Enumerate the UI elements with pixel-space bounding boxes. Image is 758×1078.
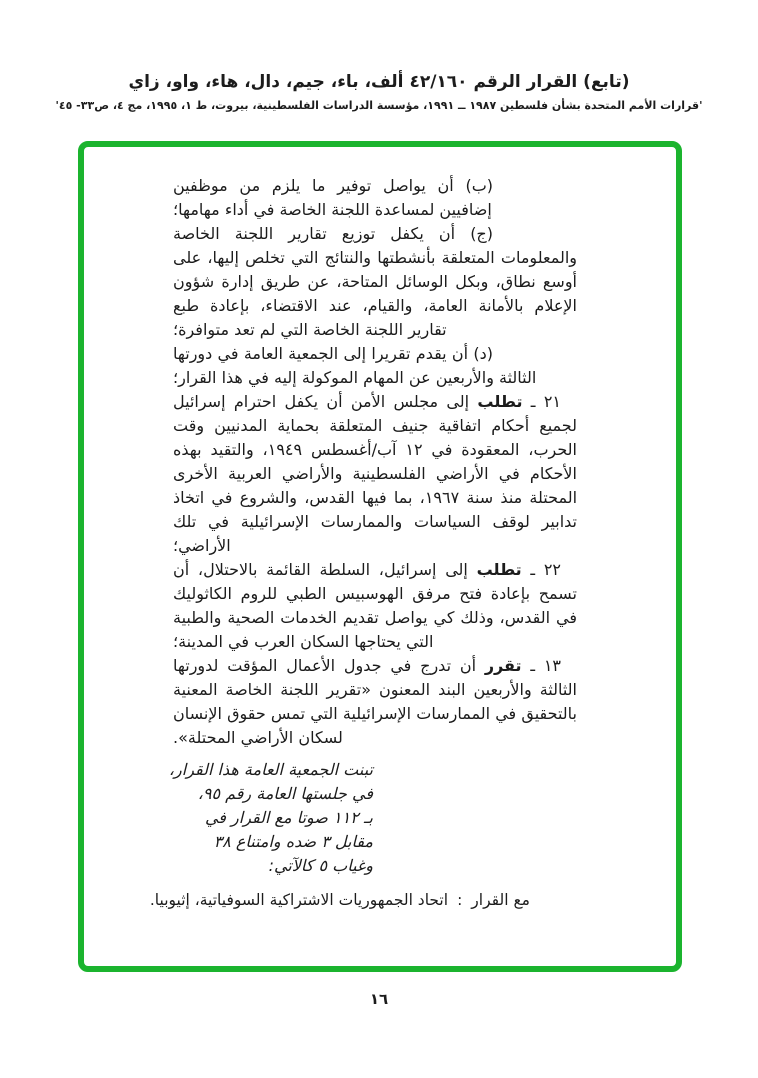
- paragraph: [173, 654, 577, 750]
- adoption-line: مقابل ٣ ضده وامتناع ٣٨: [213, 832, 373, 851]
- paragraph-text: ٢٢ ـ: [521, 560, 561, 579]
- vote-separator: :: [457, 891, 463, 909]
- paragraph-text: أن تدرج في جدول الأعمال المؤقت لدورتها الثالثة والأربعين البند المعنون «تقرير اللجنة الخاصة المعنية بالتحقيق في الممارسات الإسرائيلية التي تمس حقوق الإنسان لسكان الأراضي المحتلة».: [173, 656, 577, 747]
- operative-verb: تطلب: [476, 560, 522, 579]
- adoption-block: [168, 758, 373, 878]
- paragraph-text: إلى مجلس الأمن أن يكفل احترام إسرائيل لجميع أحكام اتفاقية جنيف المتعلقة بحماية المدنيين وقت الحرب، المعقودة في ١٢ آب/أغسطس ١٩٤٩، والتقيد بهذه الأحكام في الأراضي الفلسطينية والأراضي العربية الأخرى المحتلة منذ سنة ١٩٦٧، بما فيها القدس، والشروع في اتخاذ تدابير لوقف السياسات والممارسات الإسرائيلية في تلك الأراضي؛: [173, 392, 578, 555]
- paragraph: [173, 390, 577, 558]
- body-text: [149, 174, 578, 912]
- source-citation: 'قرارات الأمم المتحدة بشأن فلسطين ١٩٨٧ ــ ١٩٩١، مؤسسة الدراسات الفلسطينية، بيروت، ط ١، ١٩٩٥، مج ٤، ص٣٣- ٤٥': [55, 99, 703, 112]
- adoption-line: وغياب ٥ كالآتي:: [268, 856, 373, 875]
- paragraph: [173, 222, 577, 342]
- paragraph-text: إلى إسرائيل، السلطة القائمة بالاحتلال، أن تسمح بإعادة فتح مرفق الهوسبيس الطبي للروم الكاثوليك في القدس، وذلك كي يواصل تقديم الخدمات الصحية والطبية التي يحتاجها السكان العرب في المدينة؛: [173, 560, 577, 651]
- paragraph: [173, 558, 577, 654]
- adoption-line: تبنت الجمعية العامة هذا القرار،: [168, 760, 373, 779]
- document-header: [0, 72, 758, 112]
- operative-verb: تقرر: [484, 656, 522, 675]
- paragraph-text: ٢١ ـ: [522, 392, 562, 411]
- paragraph: [173, 174, 577, 222]
- vote-label: مع القرار: [471, 891, 530, 909]
- adoption-line: بـ ١١٢ صوتا مع القرار في: [204, 808, 373, 827]
- paragraph-text: (ج) أن يكفل توزيع تقارير اللجنة الخاصة والمعلومات المتعلقة بأنشطتها والنتائج التي تخلص إليها، على أوسع نطاق، وبكل الوسائل المتاحة، عن طريق إدارة شؤون الإعلام بالأمانة العامة، والقيام، عند الاقتضاء، بإعادة طبع تقارير اللجنة الخاصة التي لم تعد متوافرة؛: [173, 224, 577, 339]
- paragraph: [173, 342, 577, 390]
- adoption-line: في جلستها العامة رقم ٩٥،: [197, 784, 373, 803]
- paragraph-text: (د) أن يقدم تقريرا إلى الجمعية العامة في دورتها الثالثة والأربعين عن المهام الموكولة إليه في هذا القرار؛: [173, 344, 537, 387]
- paragraphs-container: [173, 174, 577, 750]
- vote-line: [149, 888, 577, 912]
- operative-verb: تطلب: [477, 392, 523, 411]
- vote-value: اتحاد الجمهوريات الاشتراكية السوفياتية، إثيوبيا.: [149, 891, 449, 909]
- resolution-title: (تابع) القرار الرقم ٤٢/١٦٠ ألف، باء، جيم، دال، هاء، واو، زاي: [128, 72, 630, 92]
- paragraph-text: (ب) أن يواصل توفير ما يلزم من موظفين إضافيين لمساعدة اللجنة الخاصة في أداء مهامها؛: [173, 176, 493, 219]
- paragraph-text: ١٣ ـ: [521, 656, 561, 675]
- page-number: ١٦: [369, 990, 389, 1008]
